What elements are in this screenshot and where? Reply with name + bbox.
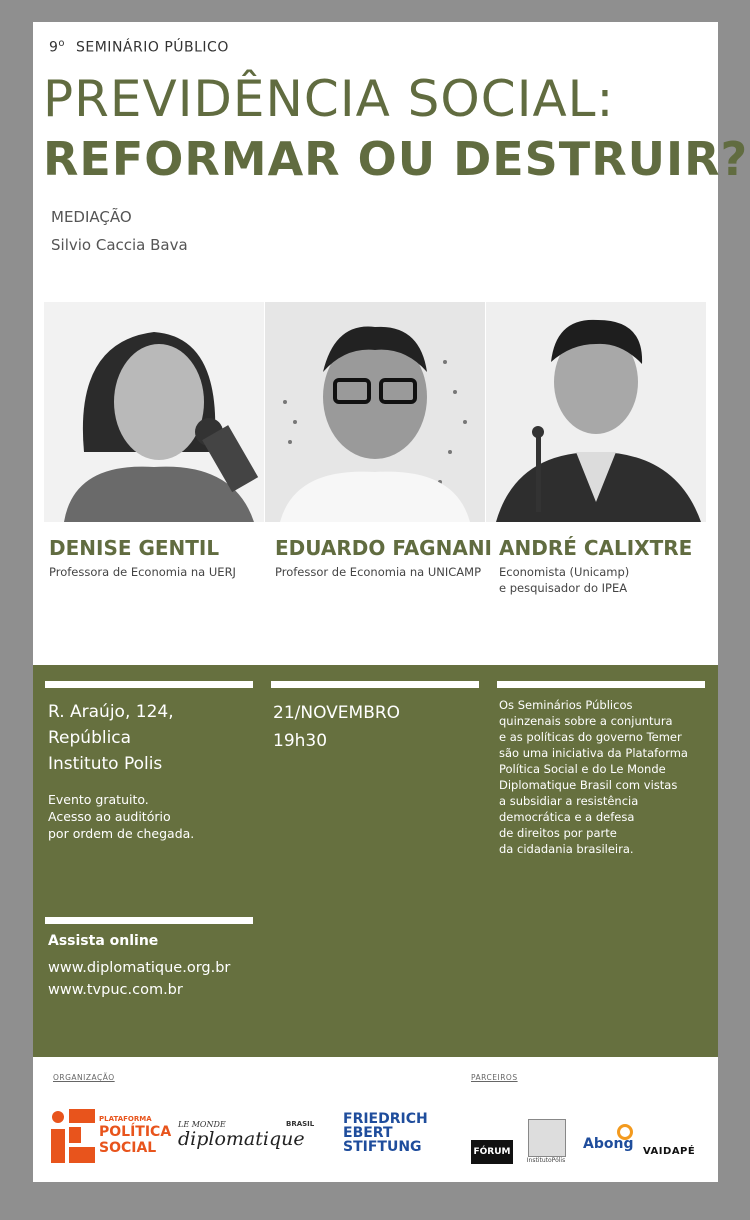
vaidape-logo: VAIDAPÉ	[643, 1146, 696, 1157]
speaker-role-1	[49, 564, 236, 580]
title-line-2: REFORMAR OU DESTRUIR?	[43, 132, 749, 186]
description-line: da cidadania brasileira.	[499, 842, 634, 856]
description-line: de direitos por parte	[499, 826, 617, 840]
speaker-role-3	[499, 564, 629, 596]
speaker-photo-denise	[44, 302, 264, 522]
speaker-role-3-line2: e pesquisador do IPEA	[499, 581, 628, 595]
description-line: Política Social e do Le Monde	[499, 762, 666, 776]
seminar-label	[49, 38, 229, 56]
entry-info-line-3: por ordem de chegada.	[48, 826, 195, 841]
lemonde-main: diplomatique	[178, 1128, 305, 1150]
entry-info-line-1: Evento gratuito.	[48, 792, 149, 807]
address-line-1: R. Araújo, 124,	[48, 702, 174, 722]
description	[499, 697, 688, 857]
description-line: e as políticas do governo Temer	[499, 730, 682, 744]
seminar-text: SEMINÁRIO PÚBLICO	[76, 39, 229, 56]
lemonde-top: LE MONDE	[178, 1120, 226, 1129]
friedrich-ebert-stiftung-logo	[343, 1112, 443, 1168]
plataforma-text-3: SOCIAL	[99, 1140, 157, 1156]
divider-bar	[271, 681, 479, 688]
plataforma-politica-social-logo	[51, 1107, 172, 1167]
divider-bar	[497, 681, 705, 688]
abong-text: Abong	[583, 1136, 634, 1152]
description-line: democrática e a defesa	[499, 810, 635, 824]
address-line-2: República	[48, 728, 132, 748]
divider-bar	[45, 917, 253, 924]
organization-label: ORGANIZAÇÃO	[53, 1073, 115, 1082]
polis-text: InstitutoPólis	[526, 1157, 566, 1164]
fes-line-2: EBERT	[343, 1125, 393, 1141]
mediation-label: MEDIAÇÃO	[51, 208, 132, 226]
fes-line-1: FRIEDRICH	[343, 1111, 428, 1127]
description-line: Os Seminários Públicos	[499, 698, 633, 712]
polis-emblem-icon	[528, 1119, 566, 1157]
online-label: Assista online	[48, 933, 159, 949]
address-block	[48, 699, 174, 777]
speaker-photo-eduardo	[265, 302, 485, 522]
online-links	[48, 957, 230, 1001]
online-link-tvpuc[interactable]: www.tvpuc.com.br	[48, 982, 183, 998]
description-line: Diplomatique Brasil com vistas	[499, 778, 678, 792]
divider-bar	[45, 681, 253, 688]
speaker-role-3-line1: Economista (Unicamp)	[499, 565, 630, 579]
seminar-number: 9	[49, 39, 59, 56]
fes-line-3: STIFTUNG	[343, 1139, 422, 1155]
forum-21-logo: FÓRUM 21	[471, 1140, 513, 1164]
event-time: 19h30	[273, 731, 328, 751]
event-date: 21/NOVEMBRO	[273, 703, 401, 723]
event-info-band	[33, 665, 718, 1057]
mediator-name: Silvio Caccia Bava	[51, 236, 188, 254]
speaker-role-2-line1: Professor de Economia na UNICAMP	[275, 565, 482, 579]
description-line: são uma iniciativa da Plataforma	[499, 746, 688, 760]
venue-name: Instituto Polis	[48, 754, 163, 774]
speaker-name-1: DENISE GENTIL	[49, 536, 220, 560]
entry-info-line-2: Acesso ao auditório	[48, 809, 171, 824]
le-monde-diplomatique-logo	[178, 1120, 328, 1160]
poster	[33, 22, 749, 1182]
abong-logo	[583, 1130, 643, 1160]
speaker-name-2: EDUARDO FAGNANI	[275, 536, 492, 560]
plataforma-text-2: POLÍTICA	[99, 1124, 172, 1140]
speaker-photo-andre	[486, 302, 706, 522]
description-line: quinzenais sobre a conjuntura	[499, 714, 673, 728]
plataforma-text-1: PLATAFORMA	[99, 1115, 152, 1123]
speaker-name-3: ANDRÉ CALIXTRE	[499, 536, 693, 560]
description-line: a subsidiar a resistência	[499, 794, 639, 808]
instituto-polis-logo	[523, 1119, 569, 1169]
speaker-role-2	[275, 564, 481, 580]
online-link-diplomatique[interactable]: www.diplomatique.org.br	[48, 960, 231, 976]
seminar-ordinal: o	[58, 38, 66, 49]
plataforma-icon	[51, 1107, 95, 1165]
entry-info	[48, 791, 194, 842]
title-line-1: PREVIDÊNCIA SOCIAL:	[43, 70, 615, 128]
date-time	[273, 699, 400, 755]
lemonde-brasil: BRASIL	[286, 1120, 315, 1128]
partners-label: PARCEIROS	[471, 1073, 518, 1082]
speaker-role-1-line1: Professora de Economia na UERJ	[49, 565, 236, 579]
